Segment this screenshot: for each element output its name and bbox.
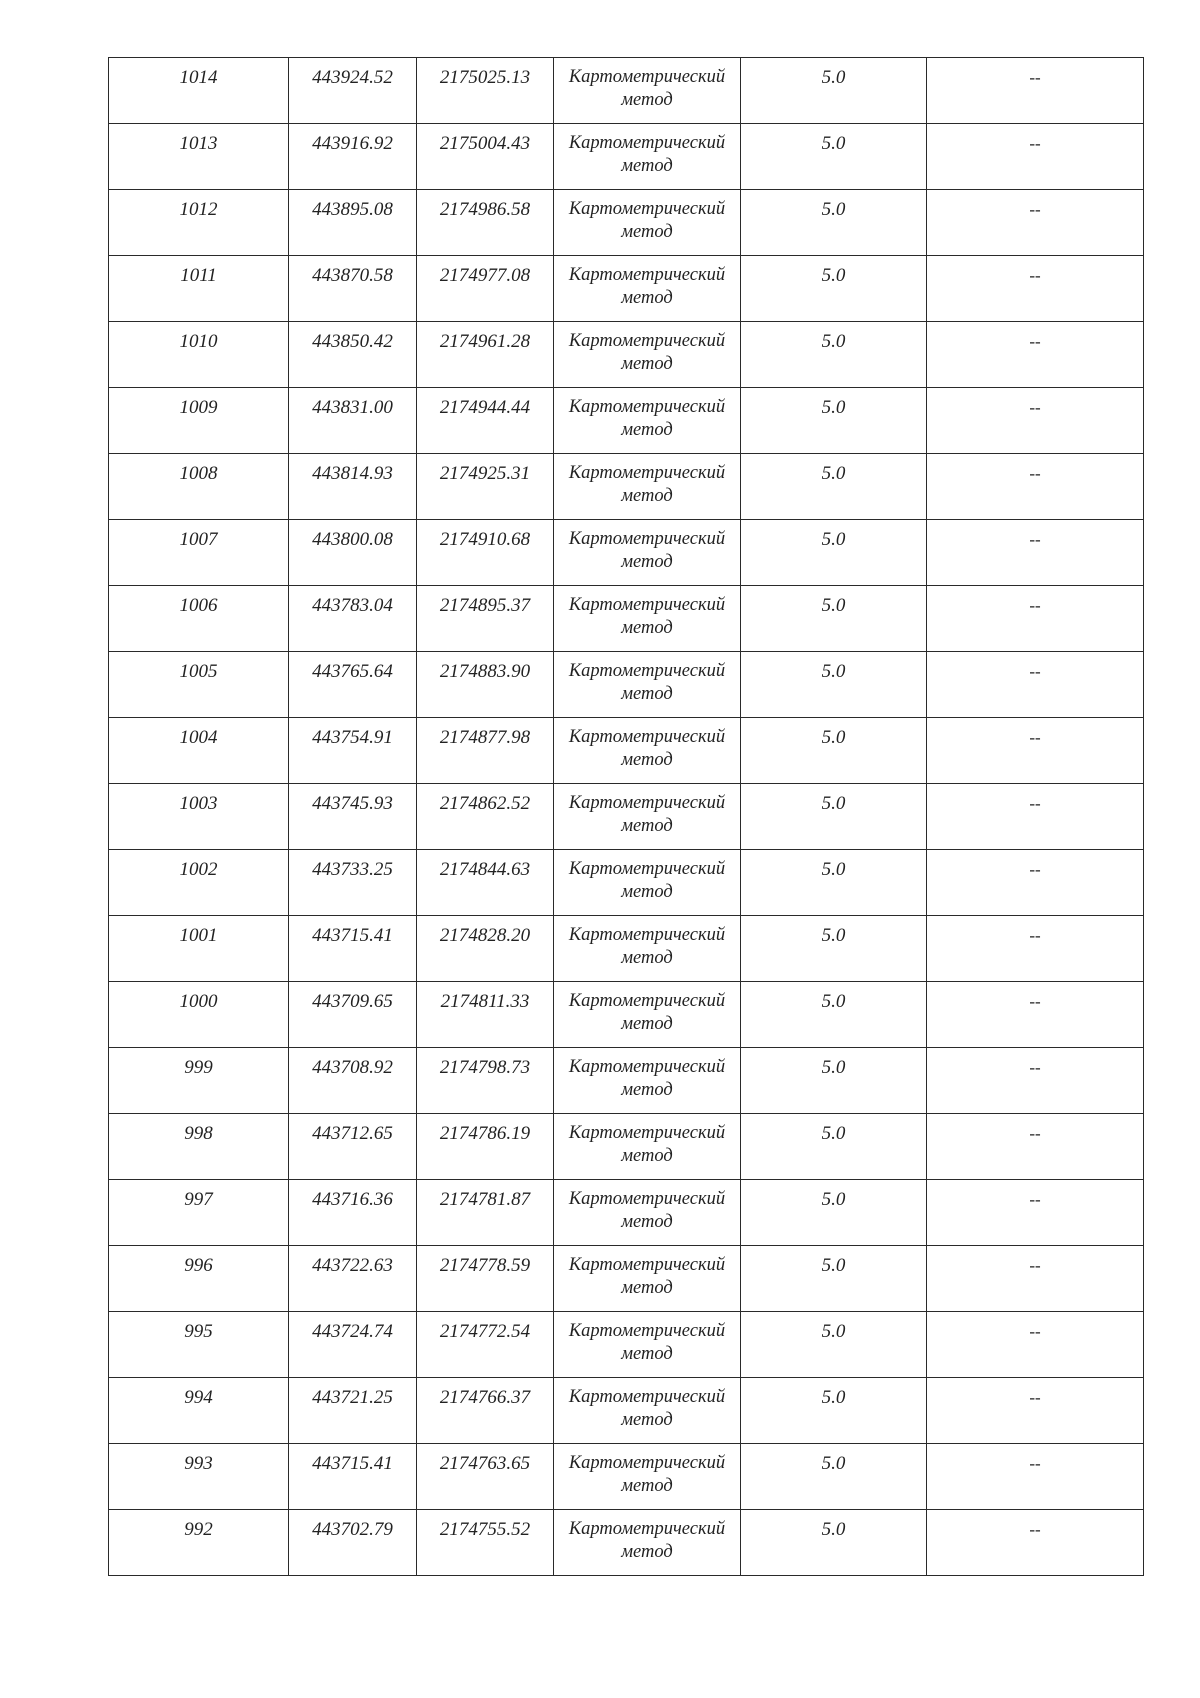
method-line-1: Картометрический (568, 1123, 726, 1143)
table-row (109, 454, 1144, 520)
method-line-2: метод (621, 156, 673, 176)
method-line-2: метод (621, 618, 673, 638)
method-line-1: Картометрический (568, 331, 726, 351)
method-cell (554, 652, 741, 718)
note-cell: -- (927, 256, 1144, 322)
method-line-2: метод (621, 1410, 673, 1430)
table-row (109, 1114, 1144, 1180)
note-cell: -- (927, 850, 1144, 916)
x-coordinate-cell: 443800.08 (289, 520, 417, 586)
y-coordinate-cell: 2174811.33 (417, 982, 554, 1048)
method-line-1: Картометрический (568, 793, 726, 813)
point-number-cell: 1007 (109, 520, 289, 586)
method-line-1: Картометрический (568, 397, 726, 417)
x-coordinate-cell: 443814.93 (289, 454, 417, 520)
y-coordinate-cell: 2175025.13 (417, 58, 554, 124)
table-row (109, 190, 1144, 256)
x-coordinate-cell: 443765.64 (289, 652, 417, 718)
method-line-1: Картометрический (568, 199, 726, 219)
method-line-2: метод (621, 1476, 673, 1496)
x-coordinate-cell: 443754.91 (289, 718, 417, 784)
method-cell (554, 1114, 741, 1180)
method-line-1: Картометрический (568, 727, 726, 747)
table-row (109, 388, 1144, 454)
method-line-1: Картометрический (568, 1057, 726, 1077)
y-coordinate-cell: 2174778.59 (417, 1246, 554, 1312)
point-number-cell: 1013 (109, 124, 289, 190)
method-line-2: метод (621, 1542, 673, 1562)
x-coordinate-cell: 443924.52 (289, 58, 417, 124)
accuracy-cell: 5.0 (741, 652, 927, 718)
x-coordinate-cell: 443709.65 (289, 982, 417, 1048)
y-coordinate-cell: 2174895.37 (417, 586, 554, 652)
table-row (109, 1312, 1144, 1378)
y-coordinate-cell: 2174961.28 (417, 322, 554, 388)
accuracy-cell: 5.0 (741, 982, 927, 1048)
point-number-cell: 1003 (109, 784, 289, 850)
x-coordinate-cell: 443722.63 (289, 1246, 417, 1312)
x-coordinate-cell: 443745.93 (289, 784, 417, 850)
accuracy-cell: 5.0 (741, 850, 927, 916)
note-cell: -- (927, 1114, 1144, 1180)
note-cell: -- (927, 652, 1144, 718)
table-row (109, 586, 1144, 652)
table-row (109, 322, 1144, 388)
method-line-1: Картометрический (568, 1387, 726, 1407)
x-coordinate-cell: 443715.41 (289, 916, 417, 982)
note-cell: -- (927, 58, 1144, 124)
point-number-cell: 1009 (109, 388, 289, 454)
y-coordinate-cell: 2174772.54 (417, 1312, 554, 1378)
method-cell (554, 124, 741, 190)
method-cell (554, 784, 741, 850)
note-cell: -- (927, 1444, 1144, 1510)
table-row (109, 124, 1144, 190)
note-cell: -- (927, 784, 1144, 850)
method-line-1: Картометрический (568, 859, 726, 879)
y-coordinate-cell: 2174977.08 (417, 256, 554, 322)
point-number-cell: 998 (109, 1114, 289, 1180)
note-cell: -- (927, 1378, 1144, 1444)
method-line-2: метод (621, 1212, 673, 1232)
x-coordinate-cell: 443831.00 (289, 388, 417, 454)
table-row (109, 982, 1144, 1048)
method-line-1: Картометрический (568, 463, 726, 483)
note-cell: -- (927, 388, 1144, 454)
coordinates-table-body (109, 58, 1144, 1576)
point-number-cell: 992 (109, 1510, 289, 1576)
y-coordinate-cell: 2174910.68 (417, 520, 554, 586)
accuracy-cell: 5.0 (741, 190, 927, 256)
accuracy-cell: 5.0 (741, 1246, 927, 1312)
method-line-2: метод (621, 222, 673, 242)
y-coordinate-cell: 2174862.52 (417, 784, 554, 850)
method-cell (554, 586, 741, 652)
point-number-cell: 1014 (109, 58, 289, 124)
method-line-2: метод (621, 1146, 673, 1166)
point-number-cell: 997 (109, 1180, 289, 1246)
method-cell (554, 1378, 741, 1444)
note-cell: -- (927, 190, 1144, 256)
table-row (109, 718, 1144, 784)
table-row (109, 916, 1144, 982)
point-number-cell: 1004 (109, 718, 289, 784)
method-cell (554, 1246, 741, 1312)
point-number-cell: 1002 (109, 850, 289, 916)
method-line-2: метод (621, 354, 673, 374)
note-cell: -- (927, 322, 1144, 388)
accuracy-cell: 5.0 (741, 1048, 927, 1114)
point-number-cell: 996 (109, 1246, 289, 1312)
x-coordinate-cell: 443733.25 (289, 850, 417, 916)
method-line-2: метод (621, 948, 673, 968)
method-line-2: метод (621, 420, 673, 440)
y-coordinate-cell: 2174755.52 (417, 1510, 554, 1576)
accuracy-cell: 5.0 (741, 718, 927, 784)
y-coordinate-cell: 2174883.90 (417, 652, 554, 718)
point-number-cell: 995 (109, 1312, 289, 1378)
x-coordinate-cell: 443724.74 (289, 1312, 417, 1378)
method-cell (554, 982, 741, 1048)
x-coordinate-cell: 443895.08 (289, 190, 417, 256)
method-cell (554, 58, 741, 124)
table-row (109, 1246, 1144, 1312)
note-cell: -- (927, 1048, 1144, 1114)
method-cell (554, 322, 741, 388)
method-cell (554, 718, 741, 784)
method-line-2: метод (621, 90, 673, 110)
y-coordinate-cell: 2174766.37 (417, 1378, 554, 1444)
method-cell (554, 388, 741, 454)
accuracy-cell: 5.0 (741, 784, 927, 850)
method-line-1: Картометрический (568, 1255, 726, 1275)
point-number-cell: 1008 (109, 454, 289, 520)
method-line-1: Картометрический (568, 1453, 726, 1473)
method-line-2: метод (621, 816, 673, 836)
method-cell (554, 256, 741, 322)
x-coordinate-cell: 443783.04 (289, 586, 417, 652)
x-coordinate-cell: 443721.25 (289, 1378, 417, 1444)
table-row (109, 1510, 1144, 1576)
accuracy-cell: 5.0 (741, 1312, 927, 1378)
point-number-cell: 994 (109, 1378, 289, 1444)
method-line-1: Картометрический (568, 529, 726, 549)
note-cell: -- (927, 454, 1144, 520)
x-coordinate-cell: 443715.41 (289, 1444, 417, 1510)
method-line-2: метод (621, 1344, 673, 1364)
point-number-cell: 1006 (109, 586, 289, 652)
method-line-1: Картометрический (568, 661, 726, 681)
point-number-cell: 993 (109, 1444, 289, 1510)
method-cell (554, 850, 741, 916)
method-line-1: Картометрический (568, 595, 726, 615)
method-cell (554, 1312, 741, 1378)
method-line-2: метод (621, 750, 673, 770)
method-line-1: Картометрический (568, 1519, 726, 1539)
x-coordinate-cell: 443702.79 (289, 1510, 417, 1576)
y-coordinate-cell: 2174925.31 (417, 454, 554, 520)
accuracy-cell: 5.0 (741, 256, 927, 322)
note-cell: -- (927, 586, 1144, 652)
method-cell (554, 1444, 741, 1510)
y-coordinate-cell: 2174828.20 (417, 916, 554, 982)
method-cell (554, 454, 741, 520)
table-row (109, 1444, 1144, 1510)
table-row (109, 1180, 1144, 1246)
method-cell (554, 520, 741, 586)
note-cell: -- (927, 1510, 1144, 1576)
accuracy-cell: 5.0 (741, 1444, 927, 1510)
point-number-cell: 1011 (109, 256, 289, 322)
accuracy-cell: 5.0 (741, 322, 927, 388)
accuracy-cell: 5.0 (741, 1378, 927, 1444)
y-coordinate-cell: 2174877.98 (417, 718, 554, 784)
accuracy-cell: 5.0 (741, 388, 927, 454)
method-cell (554, 916, 741, 982)
table-row (109, 256, 1144, 322)
table-row (109, 652, 1144, 718)
method-cell (554, 1180, 741, 1246)
table-row (109, 1378, 1144, 1444)
note-cell: -- (927, 124, 1144, 190)
point-number-cell: 1005 (109, 652, 289, 718)
note-cell: -- (927, 1312, 1144, 1378)
method-line-2: метод (621, 486, 673, 506)
x-coordinate-cell: 443870.58 (289, 256, 417, 322)
note-cell: -- (927, 520, 1144, 586)
y-coordinate-cell: 2174781.87 (417, 1180, 554, 1246)
method-line-2: метод (621, 1080, 673, 1100)
x-coordinate-cell: 443916.92 (289, 124, 417, 190)
note-cell: -- (927, 718, 1144, 784)
method-line-2: метод (621, 1014, 673, 1034)
accuracy-cell: 5.0 (741, 454, 927, 520)
table-row (109, 58, 1144, 124)
method-cell (554, 1510, 741, 1576)
method-line-2: метод (621, 552, 673, 572)
x-coordinate-cell: 443708.92 (289, 1048, 417, 1114)
method-line-1: Картометрический (568, 1189, 726, 1209)
accuracy-cell: 5.0 (741, 1180, 927, 1246)
accuracy-cell: 5.0 (741, 1114, 927, 1180)
method-line-2: метод (621, 684, 673, 704)
accuracy-cell: 5.0 (741, 124, 927, 190)
method-line-2: метод (621, 1278, 673, 1298)
note-cell: -- (927, 1180, 1144, 1246)
coordinates-table (108, 57, 1144, 1576)
x-coordinate-cell: 443716.36 (289, 1180, 417, 1246)
point-number-cell: 999 (109, 1048, 289, 1114)
note-cell: -- (927, 1246, 1144, 1312)
method-line-1: Картометрический (568, 67, 726, 87)
method-cell (554, 190, 741, 256)
point-number-cell: 1012 (109, 190, 289, 256)
accuracy-cell: 5.0 (741, 58, 927, 124)
x-coordinate-cell: 443712.65 (289, 1114, 417, 1180)
method-line-1: Картометрический (568, 925, 726, 945)
y-coordinate-cell: 2174763.65 (417, 1444, 554, 1510)
method-line-2: метод (621, 288, 673, 308)
method-line-1: Картометрический (568, 991, 726, 1011)
accuracy-cell: 5.0 (741, 520, 927, 586)
table-row (109, 784, 1144, 850)
y-coordinate-cell: 2174798.73 (417, 1048, 554, 1114)
table-row (109, 850, 1144, 916)
method-line-1: Картометрический (568, 265, 726, 285)
point-number-cell: 1001 (109, 916, 289, 982)
method-cell (554, 1048, 741, 1114)
accuracy-cell: 5.0 (741, 1510, 927, 1576)
point-number-cell: 1000 (109, 982, 289, 1048)
point-number-cell: 1010 (109, 322, 289, 388)
table-row (109, 520, 1144, 586)
method-line-1: Картометрический (568, 133, 726, 153)
y-coordinate-cell: 2174786.19 (417, 1114, 554, 1180)
y-coordinate-cell: 2174944.44 (417, 388, 554, 454)
note-cell: -- (927, 916, 1144, 982)
y-coordinate-cell: 2175004.43 (417, 124, 554, 190)
note-cell: -- (927, 982, 1144, 1048)
y-coordinate-cell: 2174986.58 (417, 190, 554, 256)
accuracy-cell: 5.0 (741, 586, 927, 652)
accuracy-cell: 5.0 (741, 916, 927, 982)
method-line-2: метод (621, 882, 673, 902)
table-row (109, 1048, 1144, 1114)
x-coordinate-cell: 443850.42 (289, 322, 417, 388)
method-line-1: Картометрический (568, 1321, 726, 1341)
y-coordinate-cell: 2174844.63 (417, 850, 554, 916)
